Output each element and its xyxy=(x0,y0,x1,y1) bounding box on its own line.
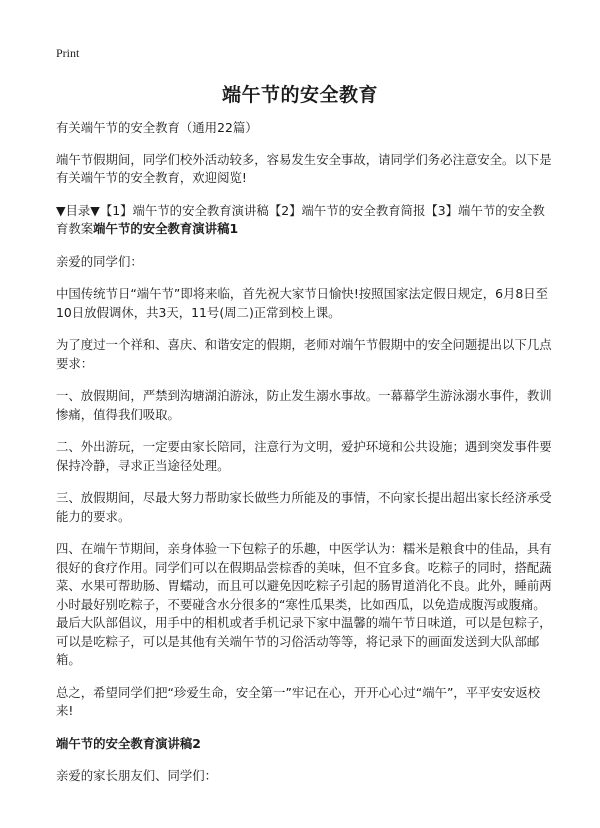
section1-paragraph: 亲爱的同学们： xyxy=(56,253,143,269)
section1-paragraph: 为了度过一个祥和、喜庆、和谐安定的假期，老师对端午节假期中的安全问题提出以下几点要求： xyxy=(56,337,552,371)
section1-paragraph: 三、放假期间，尽最大努力帮助家长做些力所能及的事情，不向家长提出超出家长经济承受能力的要求。 xyxy=(56,490,552,524)
section1-paragraph: 中国传统节日“端午节”即将来临，首先祝大家节日愉快!按照国家法定假日规定，6月8日至10日放假调休，共3天，11号(周二)正常到校上课。 xyxy=(56,286,549,320)
print-link[interactable]: Print xyxy=(56,46,80,60)
section1-paragraph: 总之，希望同学们把“珍爱生命，安全第一”牢记在心，开开心心过“端午”，平平安安返校来! xyxy=(56,684,541,718)
article-body xyxy=(56,119,552,800)
table-of-contents xyxy=(56,202,552,239)
page-title: 端午节的安全教育 xyxy=(221,84,378,106)
section1-paragraph: 四、在端午节期间，亲身体验一下包粽子的乐趣，中医学认为：糯米是粮食中的佳品，具有很好的食疗作用。同学们可以在假期品尝棕香的美味，但不宜多食。吃粽子的同时，搭配蔬菜、水果可帮助肠、胃蠕动，而且可以避免因吃粽子引起的肠胃道消化不良。此外，睡前两小时最好别吃粽子，不要碰含水分很多的“寒性瓜果类，比如西瓜，以免造成腹泻或腹痛。最后大队部倡议，用手中的相机或者手机记录下家中温馨的端午节日味道，可以是包粽子，可以是吃粽子，可以是其他有关端午节的习俗活动等等，将记录下的画面发送到大队部邮箱。 xyxy=(56,541,552,667)
section1-paragraph: 二、外出游玩，一定要由家长陪同，注意行为文明，爱护环境和公共设施；遇到突发事件要保持冷静，寻求正当途径处理。 xyxy=(56,439,552,473)
toc-item-1[interactable]: 【1】端午节的安全教育演讲稿 xyxy=(99,202,269,218)
toc-item-3[interactable]: 【3】端午节的安全教育教案 xyxy=(56,202,545,236)
toc-item-2[interactable]: 【2】端午节的安全教育简报 xyxy=(268,202,426,218)
article-subtitle: 有关端午节的安全教育（通用22篇） xyxy=(56,120,258,135)
toc-prefix: ▼目录▼ xyxy=(56,202,100,218)
section-heading-2: 端午节的安全教育演讲稿2 xyxy=(56,735,201,751)
intro-paragraph: 端午节假期间，同学们校外活动较多，容易发生安全事故，请同学们务必注意安全。以下是有关端午节的安全教育，欢迎阅览! xyxy=(56,151,552,185)
section-heading-1: 端午节的安全教育演讲稿1 xyxy=(93,221,239,236)
section2-paragraph: 亲爱的家长朋友们、同学们： xyxy=(56,768,218,783)
section1-paragraph: 一、放假期间，严禁到沟塘湖泊游泳，防止发生溺水事故。一幕幕学生游泳溺水事件，教训惨痛，值得我们吸取。 xyxy=(56,388,552,422)
